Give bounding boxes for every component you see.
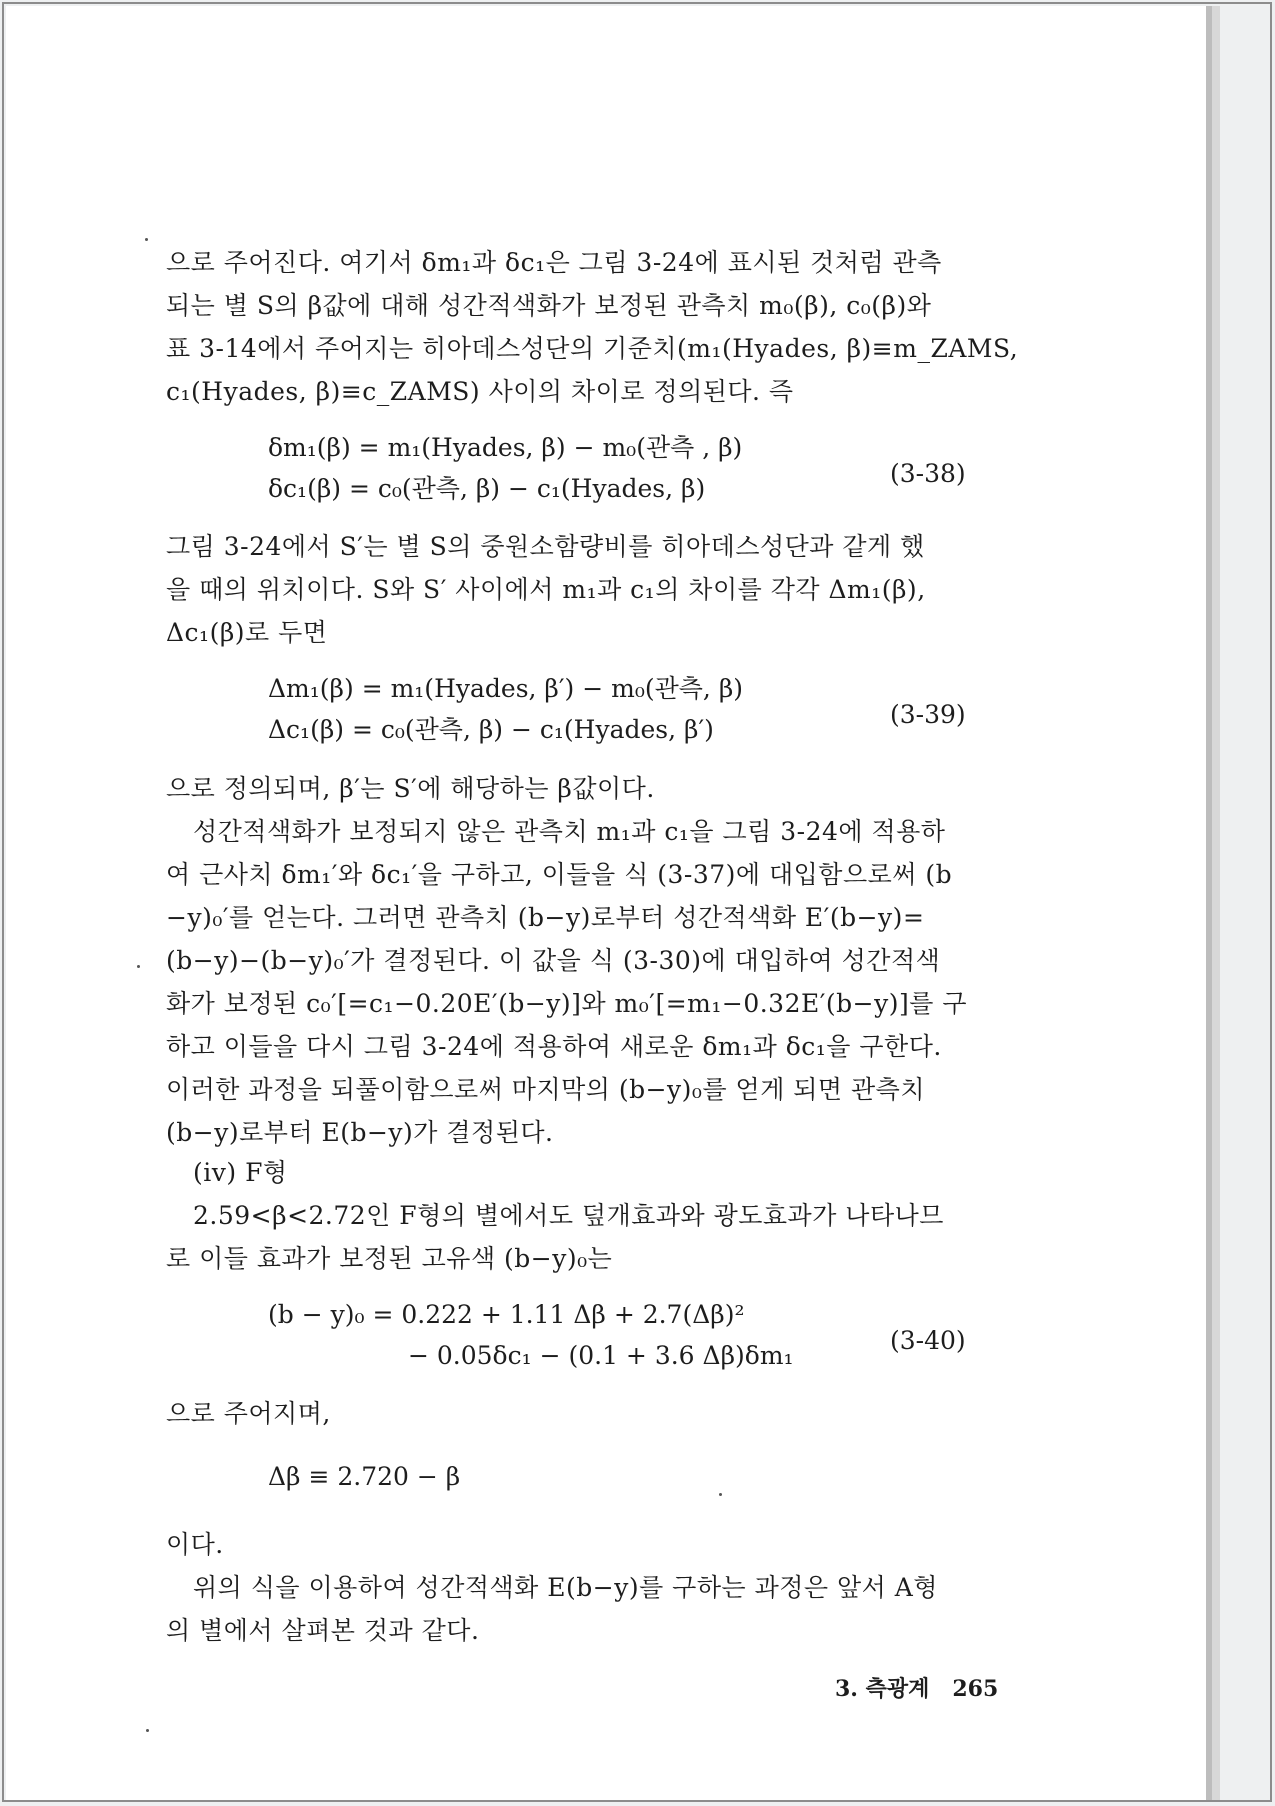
paragraph-start: 성간적색화가 보정되지 않은 관측치 m₁과 c₁을 그림 3-24에 적용하 — [193, 817, 946, 846]
equation-3-38-line2: δc₁(β) = c₀(관측, β) − c₁(Hyades, β) — [268, 474, 706, 503]
text-line: 하고 이들을 다시 그림 3-24에 적용하여 새로운 δm₁과 δc₁을 구한다. — [166, 1032, 942, 1061]
page-curl — [1212, 6, 1220, 1800]
scan-speck — [719, 1493, 722, 1496]
text-line: 이러한 과정을 되풀이함으로써 마지막의 (b−y)₀를 얻게 되면 관측치 — [166, 1075, 925, 1104]
text-line: 이다. — [166, 1530, 224, 1559]
equation-3-39-line1: Δm₁(β) = m₁(Hyades, β′) − m₀(관측, β) — [268, 674, 744, 703]
text-line: 으로 주어지며, — [166, 1399, 331, 1428]
text-line: 로 이들 효과가 보정된 고유색 (b−y)₀는 — [166, 1244, 613, 1273]
text-line: 표 3-14에서 주어지는 히아데스성단의 기준치(m₁(Hyades, β)≡m_ZAMS, — [166, 334, 1019, 363]
scan-speck — [137, 965, 140, 968]
text-line: 으로 정의되며, β′는 S′에 해당하는 β값이다. — [166, 774, 655, 803]
book-page — [6, 6, 1206, 1800]
equation-3-38-line1: δm₁(β) = m₁(Hyades, β) − m₀(관측 , β) — [268, 433, 743, 462]
equation-number-3-38: (3-38) — [890, 459, 966, 488]
text-line: c₁(Hyades, β)≡c_ZAMS) 사이의 차이로 정의된다. 즉 — [166, 377, 794, 406]
equation-3-40-line1: (b − y)₀ = 0.222 + 1.11 Δβ + 2.7(Δβ)² — [268, 1300, 745, 1329]
paragraph-start: 위의 식을 이용하여 성간적색화 E(b−y)를 구하는 과정은 앞서 A형 — [193, 1573, 938, 1602]
text-line: 되는 별 S의 β값에 대해 성간적색화가 보정된 관측치 m₀(β), c₀(β)와 — [166, 291, 932, 320]
text-line: 으로 주어진다. 여기서 δm₁과 δc₁은 그림 3-24에 표시된 것처럼 관측 — [166, 248, 942, 277]
paragraph-start: 2.59<β<2.72인 F형의 별에서도 덮개효과와 광도효과가 나타나므 — [193, 1201, 944, 1230]
text-line: −y)₀′를 얻는다. 그러면 관측치 (b−y)로부터 성간적색화 E′(b−y)= — [166, 903, 925, 932]
text-line: 그림 3-24에서 S′는 별 S의 중원소함량비를 히아데스성단과 같게 했 — [166, 532, 925, 561]
subsection-heading: (iv) F형 — [193, 1158, 288, 1187]
scan-speck — [146, 1729, 149, 1732]
page-number: 265 — [952, 1676, 999, 1702]
text-line: 의 별에서 살펴본 것과 같다. — [166, 1616, 480, 1645]
text-line: 을 때의 위치이다. S와 S′ 사이에서 m₁과 c₁의 차이를 각각 Δm₁(β), — [166, 575, 926, 604]
equation-number-3-39: (3-39) — [890, 700, 966, 729]
running-section-title: 3. 측광계 — [835, 1676, 930, 1702]
page-footer — [835, 1672, 998, 1703]
equation-number-3-40: (3-40) — [890, 1326, 966, 1355]
equation-delta-beta: Δβ ≡ 2.720 − β — [268, 1462, 461, 1491]
scan-speck — [145, 238, 148, 241]
equation-3-40-line2: − 0.05δc₁ − (0.1 + 3.6 Δβ)δm₁ — [408, 1341, 794, 1370]
equation-3-39-line2: Δc₁(β) = c₀(관측, β) − c₁(Hyades, β′) — [268, 715, 714, 744]
text-line: 여 근사치 δm₁′와 δc₁′을 구하고, 이들을 식 (3-37)에 대입함으로써 (b — [166, 860, 953, 889]
text-line: (b−y)−(b−y)₀′가 결정된다. 이 값을 식 (3-30)에 대입하여 성간적색 — [166, 946, 941, 975]
text-line: (b−y)로부터 E(b−y)가 결정된다. — [166, 1118, 554, 1147]
text-line: Δc₁(β)로 두면 — [166, 618, 328, 647]
text-line: 화가 보정된 c₀′[=c₁−0.20E′(b−y)]와 m₀′[=m₁−0.32E′(b−y)]를 구 — [166, 989, 967, 1018]
